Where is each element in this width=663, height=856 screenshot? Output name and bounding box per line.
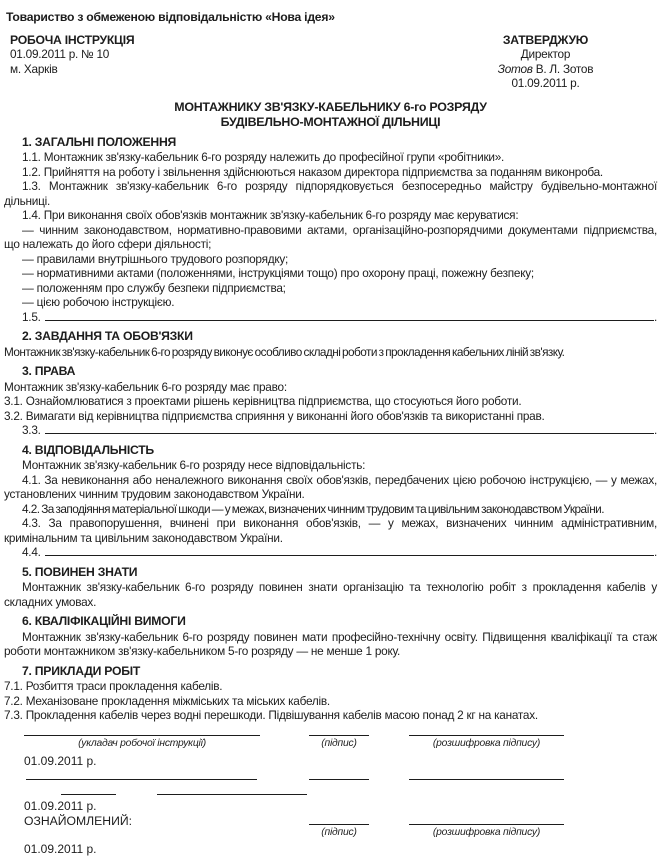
doc-date-number: 01.09.2011 р. № 10: [10, 47, 134, 62]
acknowledged-label: ОЗНАЙОМЛЕНИЙ:: [24, 814, 132, 829]
approval-position: Директор: [448, 47, 643, 62]
blank-clause-row: [4, 423, 657, 438]
signature-line: [309, 735, 369, 736]
approval-signature-line: [448, 62, 643, 77]
section-duties: [4, 329, 657, 359]
paragraph: 7.1. Розбиття траси прокладення кабелів.: [4, 679, 657, 694]
signature-line: [24, 735, 260, 736]
paragraph: — нормативними актами (положеннями, інструкціями тощо) про охорону праці, пожежну безпеку;: [4, 266, 657, 281]
blank-clause-row: [4, 310, 657, 325]
document-title: [4, 100, 657, 130]
paragraph: 7.2. Механізоване прокладення міжміських та міських кабелів.: [4, 694, 657, 709]
clause-number: 4.4.: [22, 545, 41, 560]
signature-line: [157, 794, 307, 795]
signature-line: [409, 779, 564, 780]
clause-number: 1.5.: [22, 310, 41, 325]
paragraph: Монтажник зв'язку-кабельник 6-го розряду має право:: [4, 380, 657, 395]
section-qualification: [4, 614, 657, 659]
paragraph: 1.3. Монтажник зв'язку-кабельник 6-го розряду підпорядковується безпосередньо майстру будівельно-монтажної дільниці.: [4, 179, 657, 208]
signature-date: 01.09.2011 р.: [24, 842, 97, 856]
signature-area: [4, 728, 657, 856]
signature-label-decipher: (розшифровка підпису): [409, 827, 564, 839]
paragraph: Монтажник зв'язку-кабельник 6-го розряду несе відповідальність:: [4, 458, 657, 473]
paragraph: 1.1. Монтажник зв'язку-кабельник 6-го розряду належить до професійної групи «робітники».: [4, 150, 657, 165]
paragraph: 1.2. Прийняття на роботу і звільнення здійснюються наказом директора підприємства за поданням виконроба.: [4, 165, 657, 180]
paragraph: 4.2. За заподіяння матеріальної шкоди — у межах, визначених чинним трудовим та цивільним законодавством України.: [4, 502, 657, 517]
approval-date: 01.09.2011 р.: [448, 76, 643, 91]
paragraph: Монтажник зв'язку-кабельник 6-го розряду повинен мати професійно-технічну освіту. Підвищення кваліфікації та стаж роботи монтажником зв'язку-кабельником 5-го розряду — не менше 1 року.: [4, 630, 657, 659]
signature-line: [409, 735, 564, 736]
section-heading: 1. ЗАГАЛЬНІ ПОЛОЖЕННЯ: [4, 135, 657, 150]
approval-signature: Зотов: [498, 62, 533, 76]
section-responsibility: [4, 443, 657, 560]
signature-date: 01.09.2011 р.: [24, 754, 97, 769]
paragraph: Монтажник зв'язку-кабельник 6-го розряду виконує особливо складні роботи з прокладення кабельних ліній зв'язку.: [4, 345, 657, 360]
blank-fill-line: [45, 424, 654, 434]
section-heading: 3. ПРАВА: [4, 364, 657, 379]
paragraph: 7.3. Прокладення кабелів через водні перешкоди. Підвішування кабелів масою понад 2 кг на канатах.: [4, 708, 657, 723]
paragraph: — правилами внутрішнього трудового розпорядку;: [4, 252, 657, 267]
clause-tail: .: [654, 423, 657, 438]
signature-label-decipher: (розшифровка підпису): [409, 738, 564, 750]
signature-line: [26, 779, 257, 780]
paragraph: 3.2. Вимагати від керівництва підприємства сприяння у виконанні його обов'язків та використанні прав.: [4, 409, 657, 424]
section-must-know: [4, 565, 657, 610]
signature-label-author: (укладач робочої інструкції): [24, 738, 260, 750]
section-heading: 6. КВАЛІФІКАЦІЙНІ ВИМОГИ: [4, 614, 657, 629]
company-name: Товариство з обмеженою відповідальністю «Нова ідея»: [6, 10, 657, 25]
signature-label-sign: (підпис): [279, 738, 399, 750]
section-heading: 5. ПОВИНЕН ЗНАТИ: [4, 565, 657, 580]
blank-fill-line: [45, 546, 654, 556]
approval-name: В. Л. Зотов: [536, 62, 594, 76]
clause-number: 3.3.: [22, 423, 41, 438]
signature-line: [309, 779, 369, 780]
document-header: [4, 33, 657, 91]
paragraph: 4.3. За правопорушення, вчинені при виконання обов'язків, — у межах, визначених чинним адміністративним, кримінальним та цивільним законодавством України.: [4, 516, 657, 545]
section-heading: 4. ВІДПОВІДАЛЬНІСТЬ: [4, 443, 657, 458]
clause-tail: .: [654, 545, 657, 560]
paragraph: 4.1. За невиконання або неналежного виконання своїх обов'язків, передбачених цією робочою інструкцією, — у межах, установлених чинним трудовим законодавством України.: [4, 473, 657, 502]
section-heading: 7. ПРИКЛАДИ РОБІТ: [4, 664, 657, 679]
signature-label-sign: (підпис): [279, 827, 399, 839]
document-title-line2: БУДІВЕЛЬНО-МОНТАЖНОЇ ДІЛЬНИЦІ: [4, 115, 657, 130]
signature-date: 01.09.2011 р.: [24, 799, 97, 814]
blank-clause-row: [4, 545, 657, 560]
approval-block: [448, 33, 643, 91]
paragraph: — цією робочою інструкцією.: [4, 295, 657, 310]
doc-city: м. Харків: [10, 62, 134, 77]
section-general: [4, 135, 657, 325]
paragraph: 1.4. При виконання своїх обов'язків монтажник зв'язку-кабельник 6-го розряду має керуватися:: [4, 208, 657, 223]
paragraph: — положенням про службу безпеки підприємства;: [4, 281, 657, 296]
doc-type: РОБОЧА ІНСТРУКЦІЯ: [10, 33, 134, 48]
clause-tail: .: [654, 310, 657, 325]
section-heading: 2. ЗАВДАННЯ ТА ОБОВ'ЯЗКИ: [4, 329, 657, 344]
paragraph: Монтажник зв'язку-кабельник 6-го розряду повинен знати організацію та технологію робіт з прокладення кабелів у складних умовах.: [4, 580, 657, 609]
signature-line: [409, 824, 564, 825]
document-title-line1: МОНТАЖНИКУ ЗВ'ЯЗКУ-КАБЕЛЬНИКУ 6-го РОЗРЯДУ: [4, 100, 657, 115]
signature-line: [309, 824, 369, 825]
paragraph: 3.1. Ознайомлюватися з проектами рішень керівництва підприємства, що стосуються його роботи.: [4, 394, 657, 409]
section-rights: [4, 364, 657, 438]
approval-label: ЗАТВЕРДЖУЮ: [448, 33, 643, 48]
signature-line: [61, 794, 116, 795]
section-work-examples: [4, 664, 657, 723]
blank-fill-line: [45, 311, 654, 321]
doc-info-block: [10, 33, 134, 91]
paragraph: — чинним законодавством, нормативно-правовими актами, організаційно-розпорядчими документами підприємства, що належать до його сфери діяльності;: [4, 223, 657, 252]
